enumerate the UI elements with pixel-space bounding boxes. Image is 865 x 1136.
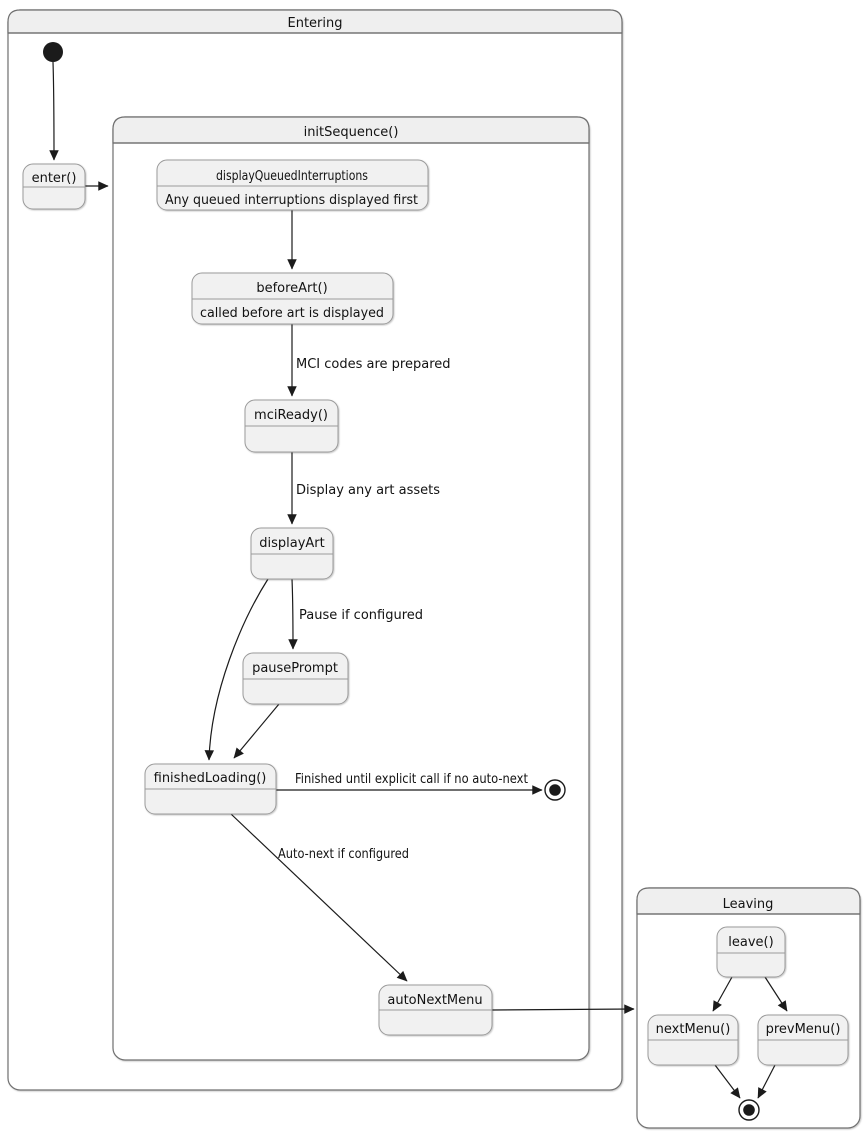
state-mci-ready xyxy=(245,400,338,452)
state-display-art xyxy=(251,528,333,579)
state-pause-prompt xyxy=(243,653,348,704)
state-enter-title: enter() xyxy=(31,171,77,186)
state-mci-ready-title: mciReady() xyxy=(254,408,328,423)
final-state-inner-dot xyxy=(549,784,561,796)
state-leave xyxy=(717,927,785,977)
state-before-art xyxy=(192,273,393,324)
state-finished-loading xyxy=(145,764,276,814)
initial-state-dot xyxy=(43,42,63,62)
state-display-queued-interruptions xyxy=(157,160,428,210)
state-prev-menu xyxy=(758,1015,848,1065)
state-display-queued-interruptions-title: displayQueuedInterruptions xyxy=(216,169,369,184)
container-leaving-frame xyxy=(637,888,860,1128)
state-next-menu xyxy=(648,1015,738,1065)
state-display-queued-interruptions-body: Any queued interruptions displayed first xyxy=(165,193,418,208)
final-state-leaving xyxy=(739,1100,759,1120)
state-next-menu-title: nextMenu() xyxy=(655,1022,731,1037)
state-pause-prompt-title: pausePrompt xyxy=(252,661,338,676)
final-state-inner-dot xyxy=(743,1104,755,1116)
state-before-art-title: beforeArt() xyxy=(256,281,328,296)
transition-label-mci-codes: MCI codes are prepared xyxy=(296,357,451,372)
container-entering-title: Entering xyxy=(287,16,343,31)
container-init-sequence xyxy=(113,117,589,1060)
transition-label-display-assets: Display any art assets xyxy=(296,483,441,498)
container-init-sequence-title: initSequence() xyxy=(303,125,399,140)
transition-label-finished-no-autonext: Finished until explicit call if no auto-next xyxy=(295,772,528,787)
state-auto-next-menu xyxy=(379,985,492,1035)
transition-label-pause-if-configured: Pause if configured xyxy=(299,608,424,623)
state-leave-title: leave() xyxy=(728,935,774,950)
state-before-art-body: called before art is displayed xyxy=(200,306,384,321)
container-leaving xyxy=(637,888,860,1128)
container-init-sequence-frame xyxy=(113,117,589,1060)
state-auto-next-menu-title: autoNextMenu xyxy=(387,993,483,1008)
state-prev-menu-title: prevMenu() xyxy=(765,1022,841,1037)
state-enter xyxy=(23,164,85,209)
state-finished-loading-title: finishedLoading() xyxy=(153,771,267,786)
final-state-init-sequence xyxy=(545,780,565,800)
state-display-art-title: displayArt xyxy=(259,536,325,551)
transition-label-auto-next-if-configured: Auto-next if configured xyxy=(278,847,409,862)
container-leaving-title: Leaving xyxy=(722,897,774,912)
